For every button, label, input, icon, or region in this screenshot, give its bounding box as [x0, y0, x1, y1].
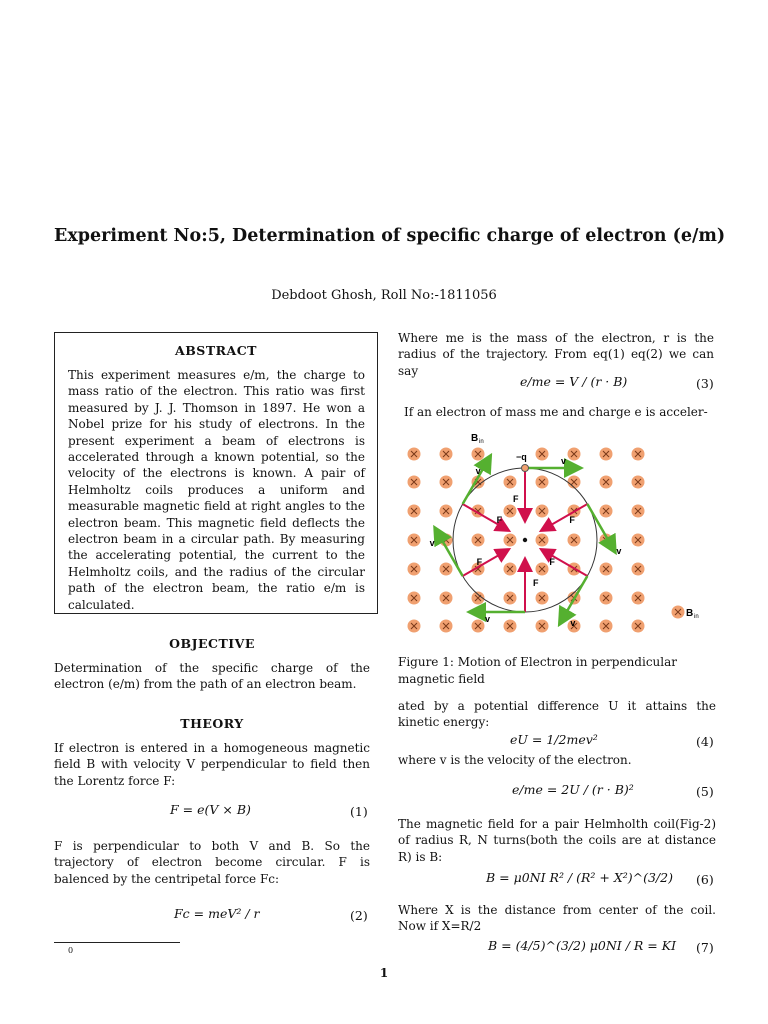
field-into-page-marker [536, 448, 549, 461]
field-into-page-marker [536, 534, 549, 547]
velocity-arrow [463, 457, 490, 504]
field-into-page-marker [568, 534, 581, 547]
page-number: 1 [379, 966, 389, 980]
theory-paragraph-1: If electron is entered in a homogeneous magnetic field B with velocity V perpendicular to field then the Lorentz force F: [54, 741, 370, 788]
equation-7: B = (4/5)^(3/2) μ0NI / R = KI [488, 938, 677, 953]
magnetic-field-markers [408, 448, 685, 633]
velocity-label: v [485, 614, 491, 624]
field-into-page-marker [408, 505, 421, 518]
field-into-page-marker [632, 534, 645, 547]
footnote-rule [54, 942, 180, 943]
velocity-label: v [570, 617, 576, 628]
field-into-page-marker [600, 505, 613, 518]
field-into-page-marker [440, 620, 453, 633]
velocity-label: v [475, 466, 481, 477]
field-into-page-marker [472, 448, 485, 461]
b-in-label-top-sub: in [479, 439, 484, 445]
force-arrow [463, 550, 508, 576]
force-label: F [476, 557, 483, 567]
field-into-page-marker [504, 592, 517, 605]
field-into-page-marker [408, 534, 421, 547]
field-into-page-marker [408, 592, 421, 605]
abstract-text: This experiment measures e/m, the charge to mass ratio of the electron. This ratio was first measured by J. J. Thomson in 1897. He won a Nobel prize for his study of electrons. In the present experiment a beam of electrons is accelerated through a known potential, so the velocity of the electrons is known. A pair of Helmholtz coils produces a uniform and measurable magnetic field at right angles to the electron beam. This magnetic field deflects the electron beam in a circular path. By measuring the accelerating potential, the current to the Helmholtz coils, and the radius of the circular path of the electron beam, the ratio e/m is calculated. [68, 368, 365, 612]
equation-3: e/me = V / (r · B) [520, 374, 628, 389]
charge-label: −q [516, 452, 527, 462]
field-into-page-marker [632, 505, 645, 518]
abstract-box [54, 332, 378, 614]
field-into-page-marker [536, 505, 549, 518]
equation-5: e/me = 2U / (r · B)² [512, 782, 634, 797]
field-into-page-marker [536, 563, 549, 576]
field-into-page-marker-legend [672, 606, 685, 619]
field-into-page-marker [408, 563, 421, 576]
force-label: F [533, 578, 539, 588]
velocity-label: v [616, 545, 622, 556]
field-into-page-marker [568, 448, 581, 461]
right-paragraph-2: If an electron of mass me and charge e is acceler- [404, 405, 708, 419]
field-into-page-marker [504, 563, 517, 576]
field-into-page-marker [600, 592, 613, 605]
field-into-page-marker [600, 620, 613, 633]
equation-4: eU = 1/2mev² [510, 732, 598, 747]
right-paragraph-6: Where X is the distance from center of the coil. Now if X=R/2 [398, 903, 716, 934]
velocity-label: v [561, 456, 567, 466]
field-into-page-marker [600, 563, 613, 576]
equation-1: F = e(V × B) [170, 802, 251, 817]
field-into-page-marker [408, 620, 421, 633]
center-dot [523, 538, 527, 542]
field-into-page-marker [440, 476, 453, 489]
footnote: 0 [68, 946, 74, 955]
field-into-page-marker [472, 620, 485, 633]
field-into-page-marker [504, 620, 517, 633]
field-into-page-marker [632, 592, 645, 605]
force-label: F [513, 494, 519, 504]
equation-1-number: (1) [350, 804, 368, 819]
theory-heading: THEORY [180, 716, 244, 731]
electron-dot [522, 465, 529, 472]
objective-heading: OBJECTIVE [169, 636, 255, 651]
field-into-page-marker [632, 448, 645, 461]
b-in-label-right: B [686, 608, 694, 619]
field-into-page-marker [504, 505, 517, 518]
field-into-page-marker [632, 620, 645, 633]
figure-caption: Figure 1: Motion of Electron in perpendicular magnetic field [398, 655, 677, 686]
velocity-arrow [560, 576, 587, 623]
equation-2-number: (2) [350, 908, 368, 923]
author-line: Debdoot Ghosh, Roll No:-1811056 [271, 288, 497, 303]
field-into-page-marker [472, 534, 485, 547]
field-into-page-marker [440, 448, 453, 461]
electron-motion-figure [398, 428, 718, 648]
field-into-page-marker [536, 476, 549, 489]
equation-6-number: (6) [696, 872, 714, 887]
b-in-label-right-sub: in [694, 614, 699, 620]
equation-2: Fc = meV² / r [174, 906, 260, 921]
field-into-page-marker [504, 476, 517, 489]
field-into-page-marker [408, 476, 421, 489]
field-into-page-marker [632, 563, 645, 576]
equation-6: B = μ0NI R² / (R² + X²)^(3/2) [486, 870, 673, 885]
theory-paragraph-2: F is perpendicular to both V and B. So the trajectory of electron become circular. F is balenced by the centripetal force Fc: [54, 839, 370, 886]
abstract-heading: ABSTRACT [175, 343, 257, 358]
field-into-page-marker [504, 534, 517, 547]
equation-3-number: (3) [696, 376, 714, 391]
force-arrow [542, 504, 587, 530]
force-label: F [569, 515, 575, 525]
velocity-label: v [429, 538, 435, 549]
field-into-page-marker [440, 505, 453, 518]
field-into-page-marker [440, 592, 453, 605]
force-label: F [496, 515, 503, 525]
equation-5-number: (5) [696, 784, 714, 799]
paper-title: Experiment No:5, Determination of specific charge of electron (e/m) [54, 226, 726, 246]
field-into-page-marker [632, 476, 645, 489]
field-into-page-marker [600, 448, 613, 461]
equation-7-number: (7) [696, 940, 714, 955]
force-label: F [549, 557, 555, 567]
right-paragraph-1: Where me is the mass of the electron, r is the radius of the trajectory. From eq(1) eq(2) we can say [398, 331, 714, 378]
field-into-page-marker [536, 592, 549, 605]
right-paragraph-4: where v is the velocity of the electron. [398, 753, 632, 767]
field-into-page-marker [440, 563, 453, 576]
right-paragraph-5: The magnetic field for a pair Helmholth coil(Fig-2) of radius R, N turns(both the coils are at distance R) is B: [398, 817, 716, 864]
equation-4-number: (4) [696, 734, 714, 749]
field-into-page-marker [536, 620, 549, 633]
field-into-page-marker [600, 476, 613, 489]
objective-text: Determination of the specific charge of the electron (e/m) from the path of an electron beam. [54, 661, 370, 692]
b-in-label-top: B [471, 433, 479, 444]
right-paragraph-3: ated by a potential difference U it attains the kinetic energy: [398, 699, 716, 730]
field-into-page-marker [408, 448, 421, 461]
field-into-page-marker [568, 476, 581, 489]
